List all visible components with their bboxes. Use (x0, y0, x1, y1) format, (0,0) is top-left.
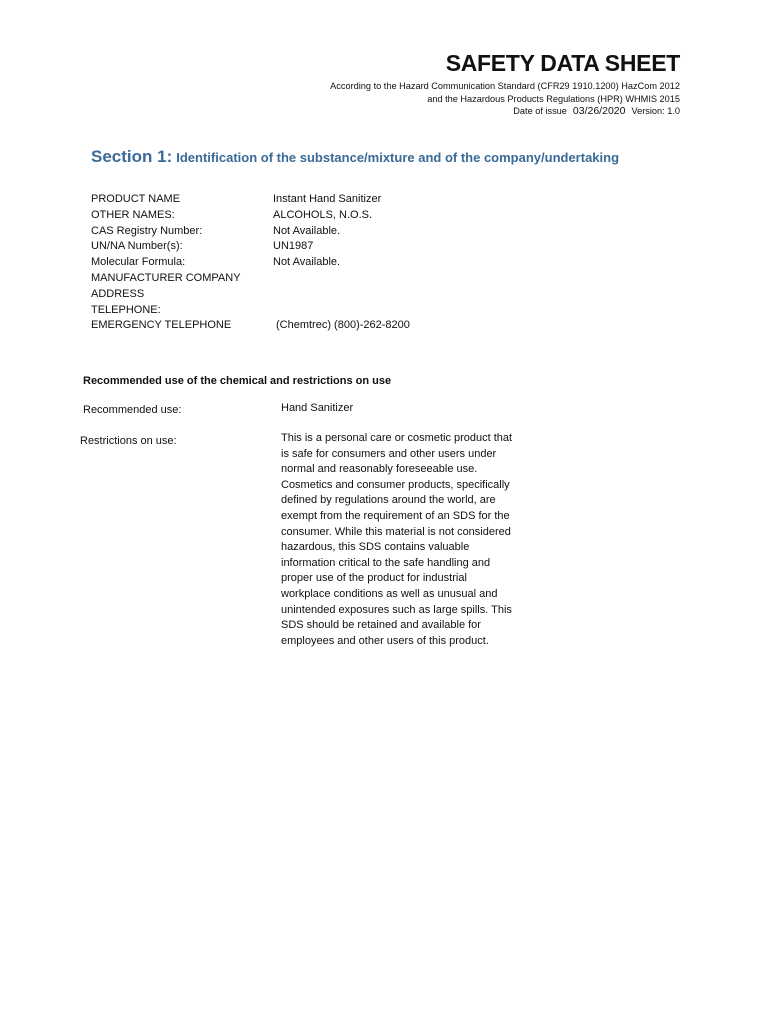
restrictions-line: unintended exposures such as large spills. This (281, 603, 512, 616)
restrictions-line: employees and other users of this product. (281, 634, 489, 647)
table-row (91, 271, 410, 287)
restrictions-line: This is a personal care or cosmetic product that (281, 432, 513, 444)
row-label: TELEPHONE: (91, 303, 161, 316)
regulation-line-2: and the Hazardous Products Regulations (HPR) WHMIS 2015 (427, 93, 680, 104)
row-value: Not Available. (273, 224, 341, 237)
restrictions-line: hazardous, this SDS contains valuable (281, 541, 470, 554)
restrictions-line: defined by regulations around the world, are (281, 494, 496, 507)
table-row (91, 192, 410, 208)
row-label: PRODUCT NAME (91, 193, 181, 205)
row-value: Not Available. (273, 256, 341, 269)
row-label: OTHER NAMES: (91, 208, 175, 221)
restrictions-line: workplace conditions as well as unusual and (281, 587, 498, 600)
restrictions-line: exempt from the requirement of an SDS for the (281, 509, 510, 522)
regulation-line-1: According to the Hazard Communication Standard (CFR29 1910.1200) HazCom 2012 (330, 81, 680, 91)
row-label: Molecular Formula: (91, 256, 186, 269)
row-label: CAS Registry Number: (91, 224, 203, 237)
regulation-header (330, 80, 680, 118)
row-value: UN1987 (273, 240, 314, 253)
restrictions-label: Restrictions on use: (80, 435, 177, 447)
table-row (91, 224, 410, 240)
date-of-issue-label: Date of issue (513, 106, 567, 116)
restrictions-text (281, 431, 531, 649)
restrictions-line: information critical to the safe handling and (281, 556, 491, 569)
restrictions-line: normal and reasonably foreseeable use. (281, 463, 478, 476)
document-title: SAFETY DATA SHEET (445, 50, 680, 76)
date-of-issue-value: 03/26/2020 (572, 105, 626, 117)
section-1-heading (91, 147, 619, 167)
row-label: EMERGENCY TELEPHONE (91, 319, 232, 332)
row-value: Instant Hand Sanitizer (273, 193, 382, 205)
issue-date-line (330, 105, 680, 118)
emergency-phone-value: (Chemtrec) (800)-262-8200 (276, 319, 410, 332)
restrictions-line: Cosmetics and consumer products, specifically (281, 478, 510, 491)
table-row (91, 303, 410, 319)
recommended-use-label: Recommended use: (83, 404, 182, 416)
table-row (91, 255, 410, 271)
table-row (91, 287, 410, 303)
row-label: UN/NA Number(s): (91, 240, 183, 253)
restrictions-line: consumer. While this material is not considered (281, 525, 511, 538)
restrictions-line: proper use of the product for industrial (281, 572, 467, 585)
table-row (91, 318, 410, 334)
row-label: ADDRESS (91, 287, 145, 300)
identification-table (91, 192, 410, 334)
recommended-use-value: Hand Sanitizer (281, 402, 354, 414)
section-number: Section 1: (91, 147, 173, 166)
restrictions-line: SDS should be retained and available for (281, 619, 481, 632)
table-row (91, 208, 410, 224)
recommended-use-heading: Recommended use of the chemical and restrictions on use (83, 375, 392, 387)
row-label: MANUFACTURER COMPANY (91, 271, 241, 284)
section-title: Identification of the substance/mixture and of the company/undertaking (176, 150, 620, 165)
table-row (91, 239, 410, 255)
version-label: Version: 1.0 (631, 106, 680, 116)
restrictions-line: is safe for consumers and other users under (281, 447, 497, 460)
row-value: ALCOHOLS, N.O.S. (273, 208, 373, 221)
